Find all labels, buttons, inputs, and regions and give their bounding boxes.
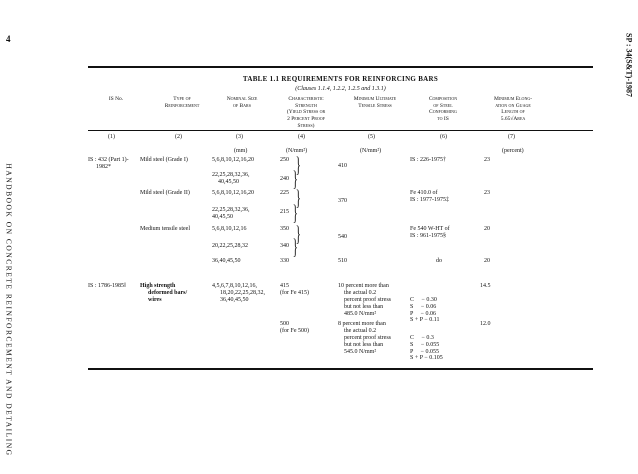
row2-char-b: 215 <box>280 209 289 215</box>
row4-uts-b: 8 percent more than the actual 0.2 percent proof stress but not less than 545.0 N/mm² <box>338 321 391 355</box>
row2-char-a: 225 <box>280 190 289 196</box>
row4-type: High strength deformed bars/ wires <box>140 283 188 303</box>
row1-char-a: 250 <box>280 157 289 163</box>
row1-size-b: 22,25,28,32,36, 40,45,50 <box>212 172 250 185</box>
row3-uts: 540 <box>338 234 347 240</box>
row3-elongation: 20 <box>484 226 490 232</box>
table-clauses: (Clauses 1.1.4, 1.2.2, 1.2.5 and 1.3.1) <box>295 86 386 92</box>
row3-size-b: 20,22,25,28,32 <box>212 243 248 249</box>
header-size: Nominal Size of Bars <box>226 96 258 109</box>
row4-size: 4,5,6,7,8,10,12,16, 18,20,22,25,28,32, 36,40,45,50 <box>212 283 265 303</box>
row3-composition: Fe 540 W-HT of IS : 961-1975§ <box>410 226 450 239</box>
unit-uts: (N/mm²) <box>360 148 382 154</box>
side-document-code: SP : 34(S&T)-1987 <box>624 33 634 97</box>
row3-char-a: 350 <box>280 226 289 232</box>
row1-brace-icon: } <box>295 152 301 177</box>
header-type: Type of Reinforcement <box>164 96 200 109</box>
header-is-no: IS No. <box>108 96 124 102</box>
unit-elong: (percent) <box>502 148 524 154</box>
row4-elongation-b: 12.0 <box>480 321 491 327</box>
row4-composition-a: C − 0.30 S − 0.06 P − 0.06 S + P − 0.11 <box>410 296 440 324</box>
row4-char-a: 415 (for Fe 415) <box>280 283 309 296</box>
row3-elongation-c: 20 <box>484 258 490 264</box>
row2-uts: 370 <box>338 198 347 204</box>
col-number-5: (5) <box>368 134 375 140</box>
row1-type: Mild steel (Grade I) <box>140 157 188 163</box>
col-number-4: (4) <box>298 134 305 140</box>
row2-size-b: 22,25,28,32,36, 40,45,50 <box>212 207 250 220</box>
header-elongation: Minimum Elong- ation on Guage Length of 5.65√Area <box>493 96 533 123</box>
row3-char-b: 340 <box>280 243 289 249</box>
row2-type: Mild steel (Grade II) <box>140 190 190 196</box>
row4-composition-b: C − 0.3 S − 0.055 P − 0.055 S + P − 0.105 <box>410 334 443 362</box>
row4-uts-a: 10 percent more than the actual 0.2 percent proof stress but not less than 485.0 N/mm² <box>338 283 391 317</box>
bottom-rule <box>88 368 593 370</box>
row3-char-c: 330 <box>280 258 289 264</box>
side-running-title: HANDBOOK ON CONCRETE REINFORCEMENT AND DETAILING <box>4 163 14 457</box>
row3-uts-c: 510 <box>338 258 347 264</box>
row3-composition-c: do <box>436 258 442 264</box>
row1-char-b: 240 <box>280 176 289 182</box>
header-uts: Minimum Ultimate Tensile Stress <box>353 96 397 109</box>
col-number-7: (7) <box>508 134 515 140</box>
row4-elongation-a: 14.5 <box>480 283 491 289</box>
row1-uts: 410 <box>338 163 347 169</box>
top-rule <box>88 66 593 68</box>
col-number-6: (6) <box>440 134 447 140</box>
header-char-strength: Characteristic Strength (Yield Stress or 2 Percent Proof Stress) <box>286 96 326 129</box>
col-number-3: (3) <box>236 134 243 140</box>
row3-size-c: 36,40,45,50 <box>212 258 241 264</box>
row3-brace-b-icon: } <box>292 234 298 259</box>
header-rule <box>88 130 593 131</box>
row1-is-no: IS : 432 (Part 1)- 1982* <box>88 157 129 170</box>
row2-brace-icon: } <box>295 185 301 210</box>
row3-type: Medium tensile steel <box>140 226 190 232</box>
unit-size: (mm) <box>234 148 248 154</box>
row2-brace-b-icon: } <box>292 200 298 225</box>
row1-elongation: 23 <box>484 157 490 163</box>
row4-char-b: 500 (for Fe 500) <box>280 321 309 334</box>
row4-is-no: IS : 1786-1985‖ <box>88 283 126 289</box>
row3-brace-icon: } <box>295 221 301 246</box>
unit-char: (N/mm²) <box>286 148 308 154</box>
page-number: 4 <box>6 34 11 44</box>
row1-size-a: 5,6,8,10,12,16,20 <box>212 157 254 163</box>
col-number-1: (1) <box>108 134 115 140</box>
row1-composition: IS : 226-1975† <box>410 157 446 163</box>
row3-size-a: 5,6,8,10,12,16 <box>212 226 247 232</box>
row2-size-a: 5,6,8,10,12,16,20 <box>212 190 254 196</box>
col-number-2: (2) <box>175 134 182 140</box>
header-composition: Composition of Steel Conforming to IS <box>428 96 458 123</box>
row2-composition: Fe 410.0 of IS : 1977-1975‡ <box>410 190 449 203</box>
table-title: TABLE 1.1 REQUIREMENTS FOR REINFORCING BARS <box>242 75 439 83</box>
row1-brace-b-icon: } <box>292 166 298 191</box>
row2-elongation: 23 <box>484 190 490 196</box>
